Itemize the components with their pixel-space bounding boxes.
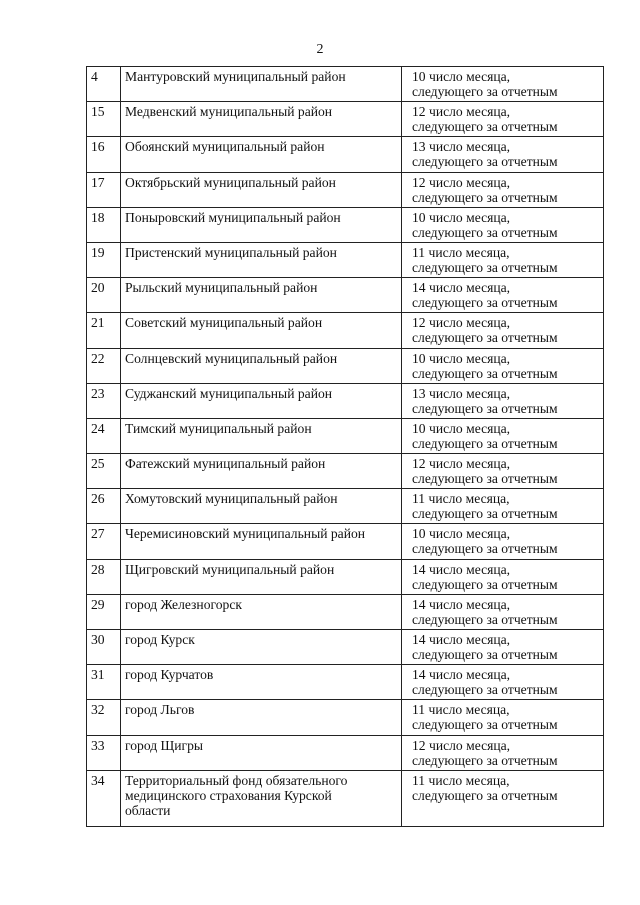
row-term [402, 172, 604, 207]
row-name: Пристенский муниципальный район [121, 242, 402, 277]
term-line: 10 число месяца, [412, 69, 511, 84]
row-term [402, 665, 604, 700]
row-name: Рыльский муниципальный район [121, 278, 402, 313]
table-row [87, 665, 604, 700]
row-term [402, 559, 604, 594]
row-term [402, 313, 604, 348]
table-row [87, 278, 604, 313]
table-row [87, 489, 604, 524]
row-number: 22 [87, 348, 121, 383]
row-term [402, 278, 604, 313]
row-number: 32 [87, 700, 121, 735]
row-number: 19 [87, 242, 121, 277]
term-line: 12 число месяца, [412, 104, 511, 120]
table-row [87, 418, 604, 453]
table-row [87, 348, 604, 383]
row-term [402, 418, 604, 453]
row-term [402, 594, 604, 629]
table-row [87, 313, 604, 348]
table-row [87, 594, 604, 629]
table-row [87, 454, 604, 489]
row-name: город Железногорск [121, 594, 402, 629]
row-number: 20 [87, 278, 121, 313]
row-name: Мантуровский муниципальный район [121, 67, 402, 102]
row-number: 24 [87, 418, 121, 453]
row-term [402, 770, 604, 826]
row-term [402, 489, 604, 524]
term-line: 14 число месяца, [412, 596, 511, 612]
row-term [402, 524, 604, 559]
table-row [87, 524, 604, 559]
term-line: следующего за отчетным [412, 330, 558, 346]
table-row [87, 242, 604, 277]
row-number: 28 [87, 559, 121, 594]
row-term [402, 348, 604, 383]
row-term [402, 383, 604, 418]
row-name: Солнцевский муниципальный район [121, 348, 402, 383]
table-row [87, 735, 604, 770]
term-line: следующего за отчетным [412, 295, 558, 311]
term-line: следующего за отчетным [412, 119, 558, 135]
row-term [402, 454, 604, 489]
term-line: 12 число месяца, [412, 315, 511, 331]
term-line: следующего за отчетным [412, 471, 558, 487]
term-line: 13 число месяца, [412, 385, 511, 401]
term-line: 12 число месяца, [412, 174, 511, 190]
row-term [402, 242, 604, 277]
term-line: следующего за отчетным [412, 365, 558, 381]
table-row [87, 559, 604, 594]
row-term [402, 700, 604, 735]
row-name: город Курчатов [121, 665, 402, 700]
row-name: Обоянский муниципальный район [121, 137, 402, 172]
term-line: следующего за отчетным [412, 576, 558, 592]
row-name [121, 770, 402, 826]
row-name: Поныровский муниципальный район [121, 207, 402, 242]
term-line: 13 число месяца, [412, 139, 511, 155]
term-line: следующего за отчетным [412, 224, 558, 240]
term-line: следующего за отчетным [412, 506, 558, 522]
row-term [402, 137, 604, 172]
term-line: 11 число месяца, [412, 702, 510, 718]
table-row [87, 700, 604, 735]
row-name: Суджанский муниципальный район [121, 383, 402, 418]
row-name: город Щигры [121, 735, 402, 770]
row-number: 18 [87, 207, 121, 242]
term-line: следующего за отчетным [412, 647, 558, 662]
name-line: медицинского страхования Курской [125, 787, 332, 803]
row-name: Хомутовский муниципальный район [121, 489, 402, 524]
page-number: 2 [316, 42, 324, 57]
row-name: Медвенский муниципальный район [121, 102, 402, 137]
term-line: следующего за отчетным [412, 154, 558, 170]
term-line: 12 число месяца, [412, 737, 511, 753]
term-line: 10 число месяца, [412, 526, 511, 542]
table-row [87, 172, 604, 207]
term-line: следующего за отчетным [412, 541, 558, 557]
row-number: 26 [87, 489, 121, 524]
term-line: 10 число месяца, [412, 420, 511, 436]
row-term [402, 67, 604, 102]
row-name: город Льгов [121, 700, 402, 735]
term-line: 10 число месяца, [412, 209, 511, 225]
row-number: 25 [87, 454, 121, 489]
term-line: 14 число месяца, [412, 667, 511, 683]
term-line: 11 число месяца, [412, 491, 510, 507]
term-line: следующего за отчетным [412, 84, 558, 99]
term-line: 12 число месяца, [412, 456, 511, 472]
row-number: 34 [87, 770, 121, 826]
table-row [87, 102, 604, 137]
term-line: следующего за отчетным [412, 682, 558, 698]
table-row [87, 383, 604, 418]
row-number: 27 [87, 524, 121, 559]
row-number: 16 [87, 137, 121, 172]
row-name: Щигровский муниципальный район [121, 559, 402, 594]
schedule-table [86, 66, 604, 827]
row-number: 15 [87, 102, 121, 137]
table-row [87, 67, 604, 102]
row-name: город Курск [121, 630, 402, 665]
table-row [87, 630, 604, 665]
row-number: 21 [87, 313, 121, 348]
row-number: 4 [87, 67, 121, 102]
row-name: Фатежский муниципальный район [121, 454, 402, 489]
row-term [402, 102, 604, 137]
row-name: Черемисиновский муниципальный район [121, 524, 402, 559]
term-line: следующего за отчетным [412, 717, 558, 733]
row-term [402, 207, 604, 242]
row-number: 33 [87, 735, 121, 770]
term-line: 11 число месяца, [412, 772, 510, 788]
table-row [87, 137, 604, 172]
row-number: 31 [87, 665, 121, 700]
row-number: 30 [87, 630, 121, 665]
row-number: 23 [87, 383, 121, 418]
row-term [402, 735, 604, 770]
term-line: 14 число месяца, [412, 632, 511, 647]
term-line: следующего за отчетным [412, 435, 558, 451]
row-number: 29 [87, 594, 121, 629]
row-name: Советский муниципальный район [121, 313, 402, 348]
term-line: 14 число месяца, [412, 561, 511, 577]
term-line: следующего за отчетным [412, 611, 558, 627]
term-line: 10 число месяца, [412, 350, 511, 366]
name-line: области [125, 802, 171, 818]
table-row [87, 207, 604, 242]
term-line: 11 число месяца, [412, 244, 510, 260]
term-line: следующего за отчетным [412, 400, 558, 416]
term-line: следующего за отчетным [412, 752, 558, 768]
table-row [87, 770, 604, 826]
term-line: следующего за отчетным [412, 189, 558, 205]
term-line: следующего за отчетным [412, 787, 558, 803]
name-line: Территориальный фонд обязательного [125, 772, 348, 788]
row-name: Тимский муниципальный район [121, 418, 402, 453]
row-name: Октябрьский муниципальный район [121, 172, 402, 207]
term-line: 14 число месяца, [412, 280, 511, 296]
row-term [402, 630, 604, 665]
row-number: 17 [87, 172, 121, 207]
term-line: следующего за отчетным [412, 259, 558, 275]
